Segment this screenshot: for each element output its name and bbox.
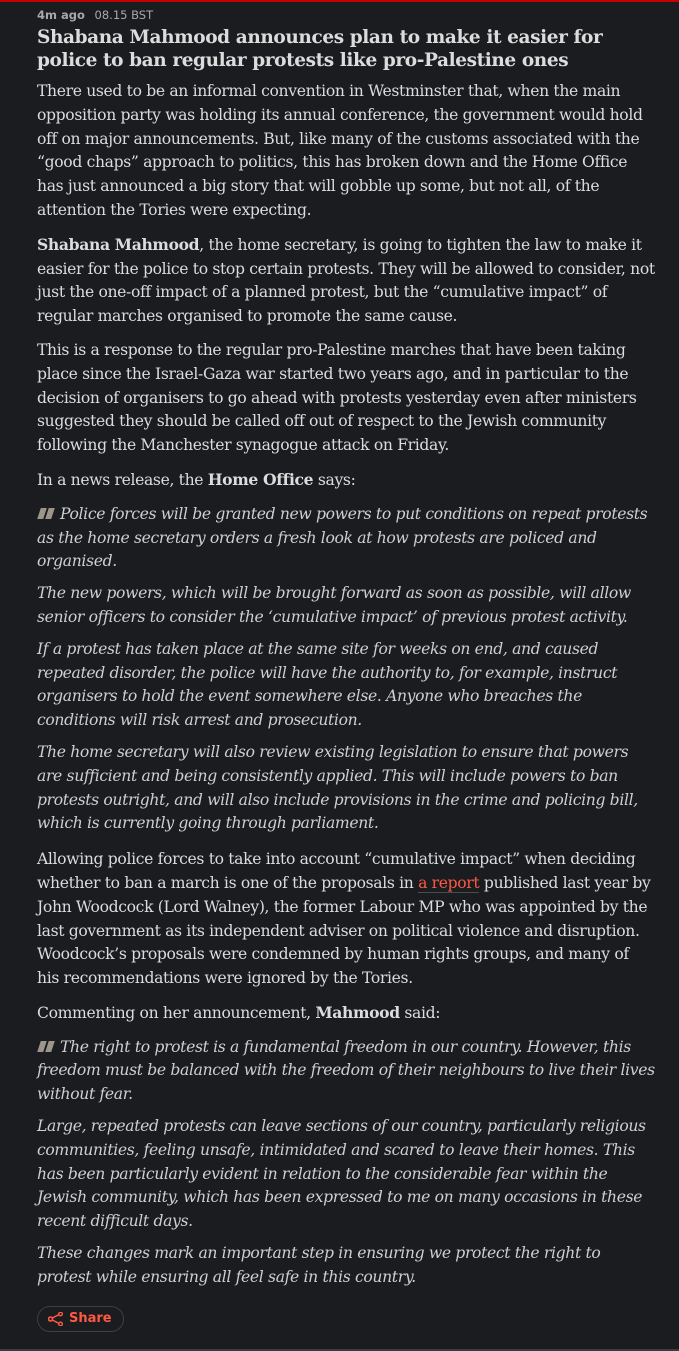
post-title: Shabana Mahmood announces plan to make it easier for police to ban regular protests like pro-Palestine ones: [37, 27, 603, 71]
quote-mahmood: [37, 1036, 655, 1290]
quote-home-office: [37, 503, 655, 836]
paragraph-6: Commenting on her announcement, Mahmood said:: [37, 1002, 441, 1022]
quote-paragraph: Large, repeated protests can leave sections of our country, particularly religious communities, feeling unsafe, intimidated and scared to leave their homes. This has been particularly evident in relation to the considerable fear within the Jewish community, which has been expressed to me on many occasions in these recent difficult days.: [37, 1117, 646, 1231]
report-link[interactable]: a report: [418, 873, 480, 892]
time-ago: 4m ago: [37, 8, 85, 22]
quote-paragraph: The new powers, which will be brought forward as soon as possible, will allow senior officers to consider the ‘cumulative impact’ of previous protest activity.: [37, 584, 631, 626]
quote-paragraph: The home secretary will also review existing legislation to ensure that powers are sufficient and being consistently applied. This will include powers to ban protests outright, and will also include provisions in the crime and policing bill, which is currently going through parliament.: [37, 742, 638, 833]
top-accent-rule: [0, 0, 679, 2]
name-mahmood: Shabana Mahmood: [37, 234, 200, 254]
share-button[interactable]: [37, 1306, 124, 1332]
paragraph-3: This is a response to the regular pro-Palestine marches that have been taking place since the Israel-Gaza war started two years ago, and in particular to the decision of organisers to go ahead with protests yesterday even after ministers suggested they should be called off out of respect to the Jewish community following the Manchester synagogue attack on Friday.: [37, 340, 637, 455]
paragraph-5: Allowing police forces to take into account “cumulative impact” when deciding whether to ban a march is one of the proposals in a report published last year by John Woodcock (Lord Walney), the former Labour MP who was appointed by the last government as its independent adviser on political violence and disruption. Woodcock’s proposals were condemned by human rights groups, and many of his recommendations were ignored by the Tories.: [37, 850, 651, 988]
paragraph-1: There used to be an informal convention in Westminster that, when the main opposition party was holding its annual conference, the government would hold off on major announcements. But, like many of the customs associated with the “good chaps” approach to politics, this has broken down and the Home Office has just announced a big story that will gobble up some, but not all, of the attention the Tories were expecting.: [37, 82, 643, 219]
paragraph-4: In a news release, the Home Office says:: [37, 469, 356, 489]
share-label: Share: [69, 1311, 112, 1327]
quote-icon: [37, 508, 55, 519]
quote-icon: [37, 1041, 55, 1052]
quote-paragraph: If a protest has taken place at the same site for weeks on end, and caused repeated disorder, the police will have the authority to, for example, instruct organisers to hold the event somewhere else. Anyone who breaches the conditions will risk arrest and prosecution.: [37, 639, 618, 730]
name-mahmood: Mahmood: [315, 1002, 400, 1022]
paragraph-2: Shabana Mahmood, the home secretary, is going to tighten the law to make it easier for the police to stop certain protests. They will be allowed to consider, not just the one-off impact of a planned protest, but the “cumulative impact” of regular marches organised to promote the same cause.: [37, 234, 655, 326]
timestamp: 08.15 BST: [94, 8, 154, 22]
quote-paragraph: The right to protest is a fundamental freedom in our country. However, this freedom must be balanced with the freedom of their neighbours to live their lives without fear.: [37, 1037, 655, 1104]
quote-paragraph: Police forces will be granted new powers to put conditions on repeat protests as the home secretary orders a fresh look at how protests are policed and organised.: [37, 504, 648, 571]
home-office: Home Office: [207, 469, 314, 489]
post-meta: [37, 8, 655, 22]
share-icon: [48, 1312, 63, 1326]
quote-paragraph: These changes mark an important step in ensuring we protect the right to protest while ensuring all feel safe in this country.: [37, 1244, 601, 1286]
live-blog-post: [37, 8, 655, 1332]
